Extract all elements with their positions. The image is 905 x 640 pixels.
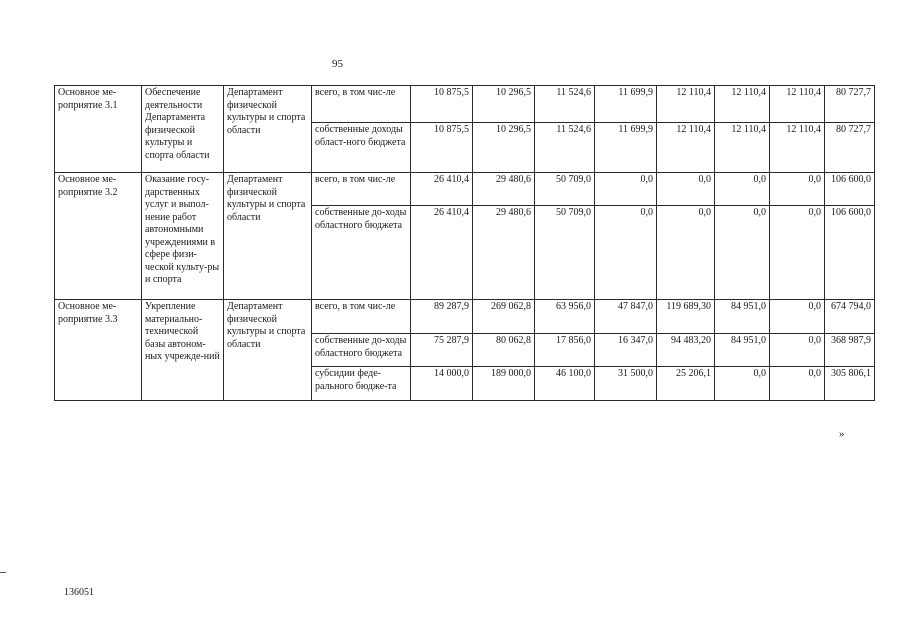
value-cell: 12 110,4 — [715, 86, 770, 123]
value-cell: 368 987,9 — [825, 334, 875, 367]
value-cell: 119 689,30 — [657, 300, 715, 334]
document-code: 136051 — [64, 587, 94, 598]
executor-cell: Департамент физической культуры и спорта области — [224, 173, 312, 300]
value-cell: 50 709,0 — [535, 173, 595, 206]
value-cell: 47 847,0 — [595, 300, 657, 334]
value-cell: 80 727,7 — [825, 123, 875, 173]
value-cell: 0,0 — [595, 206, 657, 300]
edge-mark — [0, 572, 6, 573]
value-cell: 0,0 — [715, 206, 770, 300]
value-cell: 29 480,6 — [473, 206, 535, 300]
value-cell: 26 410,4 — [411, 206, 473, 300]
value-cell: 0,0 — [770, 367, 825, 401]
value-cell: 10 875,5 — [411, 86, 473, 123]
executor-cell: Департамент физической культуры и спорта области — [224, 86, 312, 173]
value-cell: 16 347,0 — [595, 334, 657, 367]
value-cell: 10 296,5 — [473, 86, 535, 123]
measure-title-cell: Укрепление материально-технической базы автоном-ных учрежде-ний — [142, 300, 224, 401]
value-cell: 269 062,8 — [473, 300, 535, 334]
value-cell: 89 287,9 — [411, 300, 473, 334]
value-cell: 106 600,0 — [825, 173, 875, 206]
value-cell: 17 856,0 — [535, 334, 595, 367]
value-cell: 14 000,0 — [411, 367, 473, 401]
value-cell: 0,0 — [715, 173, 770, 206]
value-cell: 26 410,4 — [411, 173, 473, 206]
value-cell: 84 951,0 — [715, 334, 770, 367]
page-number: 95 — [332, 58, 343, 70]
value-cell: 10 875,5 — [411, 123, 473, 173]
funding-source-cell: всего, в том чис-ле — [312, 173, 411, 206]
funding-source-cell: субсидии феде-рального бюдже-та — [312, 367, 411, 401]
value-cell: 29 480,6 — [473, 173, 535, 206]
funding-source-cell: всего, в том чис-ле — [312, 86, 411, 123]
value-cell: 0,0 — [715, 367, 770, 401]
value-cell: 63 956,0 — [535, 300, 595, 334]
value-cell: 0,0 — [770, 206, 825, 300]
measure-cell: Основное ме-роприятие 3.1 — [55, 86, 142, 173]
value-cell: 75 287,9 — [411, 334, 473, 367]
value-cell: 11 524,6 — [535, 123, 595, 173]
value-cell: 94 483,20 — [657, 334, 715, 367]
value-cell: 11 524,6 — [535, 86, 595, 123]
value-cell: 305 806,1 — [825, 367, 875, 401]
value-cell: 84 951,0 — [715, 300, 770, 334]
value-cell: 12 110,4 — [770, 86, 825, 123]
funding-source-cell: всего, в том чис-ле — [312, 300, 411, 334]
executor-cell: Департамент физической культуры и спорта области — [224, 300, 312, 401]
table-row — [55, 300, 875, 334]
value-cell: 12 110,4 — [770, 123, 825, 173]
measures-table — [54, 85, 875, 401]
value-cell: 80 727,7 — [825, 86, 875, 123]
value-cell: 31 500,0 — [595, 367, 657, 401]
value-cell: 674 794,0 — [825, 300, 875, 334]
value-cell: 0,0 — [770, 300, 825, 334]
measure-title-cell: Оказание госу-дарственных услуг и выпол-нение работ автономными учреждениями в сфере физи-ческой культу-ры и спорта — [142, 173, 224, 300]
value-cell: 50 709,0 — [535, 206, 595, 300]
table-row — [55, 86, 875, 123]
value-cell: 189 000,0 — [473, 367, 535, 401]
value-cell: 11 699,9 — [595, 86, 657, 123]
value-cell: 0,0 — [657, 173, 715, 206]
value-cell: 0,0 — [770, 334, 825, 367]
measure-cell: Основное ме-роприятие 3.3 — [55, 300, 142, 401]
measure-title-cell: Обеспечение деятельности Департамента физической культуры и спорта области — [142, 86, 224, 173]
funding-source-cell: собственные до-ходы областного бюджета — [312, 206, 411, 300]
value-cell: 0,0 — [657, 206, 715, 300]
measure-cell: Основное ме-роприятие 3.2 — [55, 173, 142, 300]
value-cell: 46 100,0 — [535, 367, 595, 401]
funding-source-cell: собственные до-ходы областного бюджета — [312, 334, 411, 367]
value-cell: 12 110,4 — [715, 123, 770, 173]
value-cell: 0,0 — [770, 173, 825, 206]
table-row — [55, 173, 875, 206]
value-cell: 106 600,0 — [825, 206, 875, 300]
funding-source-cell: собственные доходы област-ного бюджета — [312, 123, 411, 173]
value-cell: 10 296,5 — [473, 123, 535, 173]
value-cell: 12 110,4 — [657, 86, 715, 123]
closing-quote: » — [839, 428, 845, 440]
value-cell: 0,0 — [595, 173, 657, 206]
value-cell: 11 699,9 — [595, 123, 657, 173]
value-cell: 12 110,4 — [657, 123, 715, 173]
value-cell: 25 206,1 — [657, 367, 715, 401]
value-cell: 80 062,8 — [473, 334, 535, 367]
